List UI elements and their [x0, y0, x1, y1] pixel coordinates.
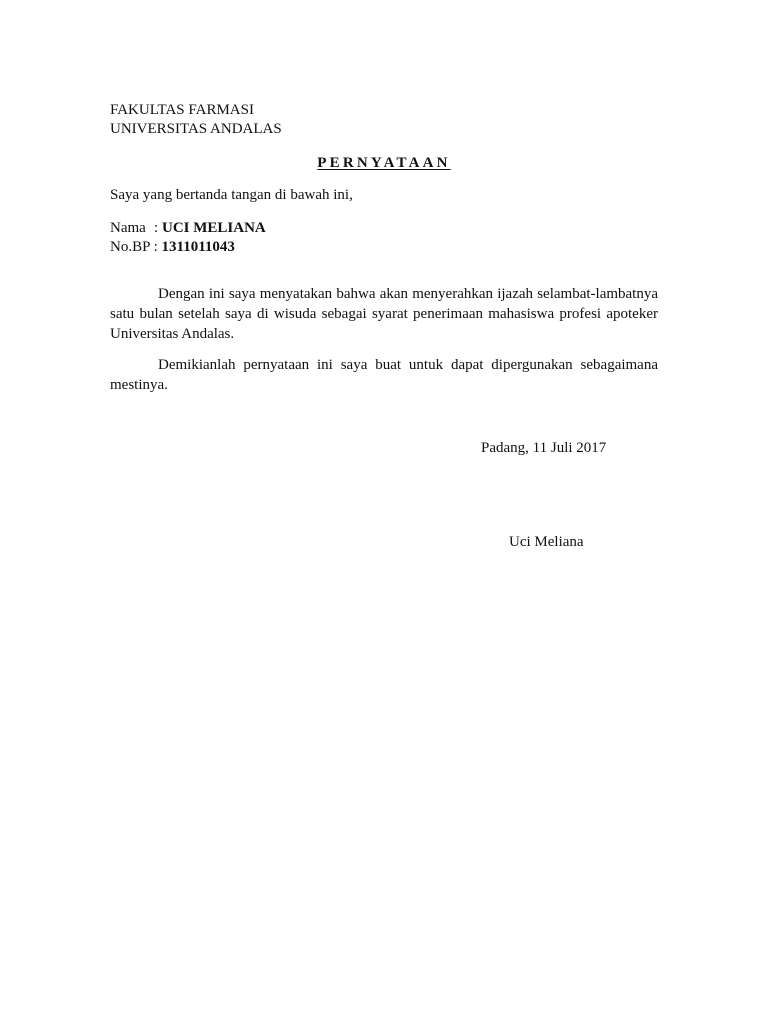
university-name: UNIVERSITAS ANDALAS	[110, 121, 282, 137]
name-row	[110, 219, 266, 238]
letterhead	[110, 101, 282, 139]
bp-row	[110, 238, 266, 257]
faculty-name: FAKULTAS FARMASI	[110, 102, 254, 118]
intro-line: Saya yang bertanda tangan di bawah ini,	[110, 187, 353, 203]
bp-label: No.BP	[110, 239, 150, 255]
name-value: UCI MELIANA	[162, 220, 266, 236]
name-separator: :	[154, 220, 159, 236]
identity-block	[110, 219, 266, 257]
bp-value: 1311011043	[161, 239, 235, 255]
name-label: Nama	[110, 220, 146, 236]
bp-separator: :	[153, 239, 158, 255]
statement-paragraph: Dengan ini saya menyatakan bahwa akan menyerahkan ijazah selambat-lambatnya satu bulan setelah saya di wisuda sebagai syarat penerimaan mahasiswa profesi apoteker Universitas Andalas.	[110, 286, 658, 342]
signer-name: Uci Meliana	[509, 534, 584, 550]
document-title: PERNYATAAN	[317, 155, 451, 171]
closing-paragraph: Demikianlah pernyataan ini saya buat untuk dapat dipergunakan sebagaimana mestinya.	[110, 357, 658, 393]
place-date: Padang, 11 Juli 2017	[481, 440, 607, 456]
